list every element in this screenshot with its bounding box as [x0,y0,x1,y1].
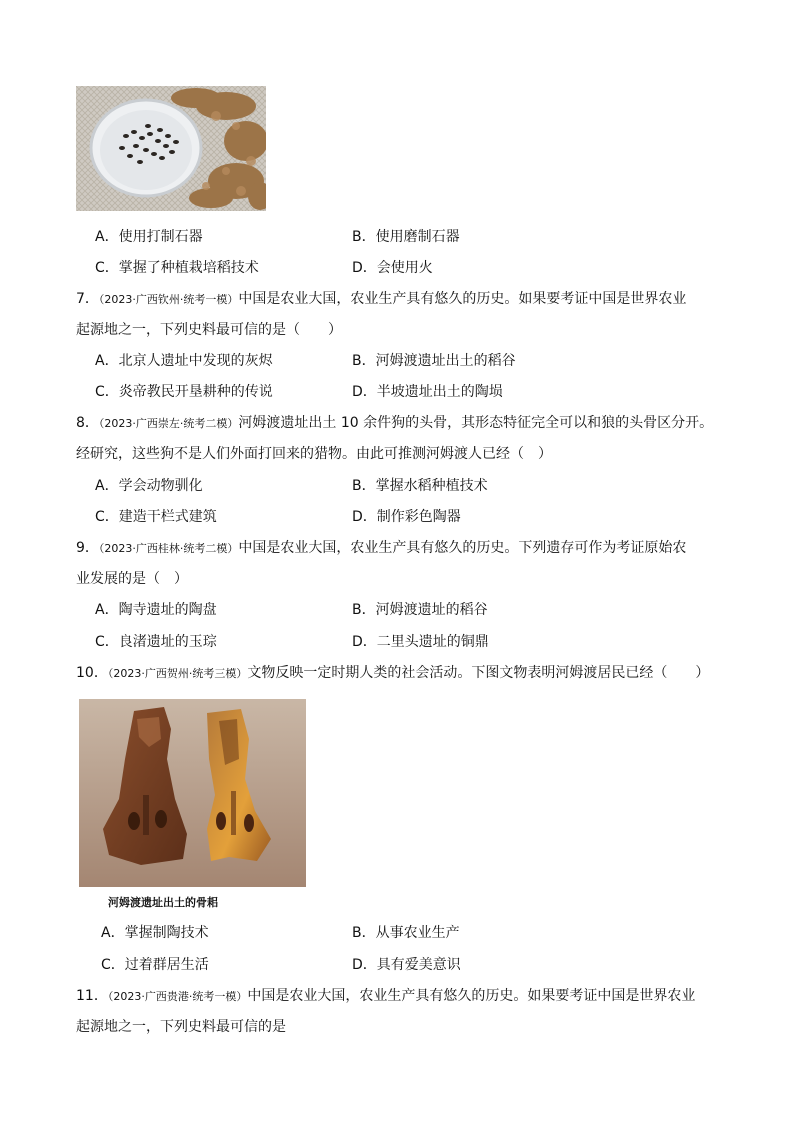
q10-source: （2023·广西贺州·统考三模） [107,667,248,680]
q8-option-a: A．学会动物驯化 [95,478,203,494]
q8-stem-line2: 经研究，这些狗不是人们外面打回来的猎物。由此可推测河姆渡人已经（ ） [76,446,552,462]
q8-option-d: D．制作彩色陶器 [352,509,461,525]
q11-text: 中国是农业大国，农业生产具有悠久的历史。如果要考证中国是世界农业 [247,988,696,1004]
q9-option-c: C．良渚遗址的玉琮 [95,634,217,650]
q6-option-a: A．使用打制石器 [95,229,203,245]
q7-option-c: C．炎帝教民开垦耕种的传说 [95,384,273,400]
q11-source: （2023·广西贵港·统考一模） [107,990,248,1003]
rice-grains-photo [76,86,266,211]
q9-stem-line2: 业发展的是（ ） [76,571,188,587]
q7-stem-line2: 起源地之一，下列史料最可信的是（ ） [76,322,342,338]
q7-number: 7． [76,291,99,307]
q6-option-c: C．掌握了种植栽培稻技术 [95,260,259,276]
q8-source: （2023·广西崇左·统考二模） [98,417,239,430]
q7-option-a: A．北京人遗址中发现的灰烬 [95,353,273,369]
q10-option-b: B．从事农业生产 [352,925,460,941]
q8-option-b: B．掌握水稻种植技术 [352,478,488,494]
q7-option-d: D．半坡遗址出土的陶埙 [352,384,503,400]
q9-stem-line1 [76,538,686,559]
bone-spade-photo [79,699,306,887]
q6-option-d: D．会使用火 [352,260,433,276]
q10-option-d: D．具有爱美意识 [352,957,461,973]
q6-option-b: B．使用磨制石器 [352,229,460,245]
q9-text: 中国是农业大国，农业生产具有悠久的历史。下列遗存可作为考证原始农 [238,540,687,556]
q10-option-a: A．掌握制陶技术 [101,925,209,941]
q7-stem-line1 [76,289,686,310]
q11-number: 11． [76,988,108,1004]
q8-option-c: C．建造干栏式建筑 [95,509,217,525]
q10-stem-line1 [76,663,709,684]
q8-stem-line1 [76,413,713,434]
q9-source: （2023·广西桂林·统考二模） [98,542,239,555]
q9-option-b: B．河姆渡遗址的稻谷 [352,602,488,618]
q7-source: （2023·广西钦州·统考一模） [98,293,239,306]
q10-text: 文物反映一定时期人类的社会活动。下图文物表明河姆渡居民已经（ ） [247,665,710,681]
q8-text: 河姆渡遗址出土 10 余件狗的头骨，其形态特征完全可以和狼的头骨区分开。 [238,415,714,431]
q9-option-a: A．陶寺遗址的陶盘 [95,602,217,618]
q11-stem-line2: 起源地之一，下列史料最可信的是 [76,1019,286,1035]
q11-stem-line1 [76,986,695,1007]
q8-number: 8． [76,415,99,431]
q10-number: 10． [76,665,108,681]
q9-option-d: D．二里头遗址的铜鼎 [352,634,489,650]
q10-option-c: C．过着群居生活 [101,957,209,973]
q9-number: 9． [76,540,99,556]
q7-option-b: B．河姆渡遗址出土的稻谷 [352,353,516,369]
q7-text: 中国是农业大国，农业生产具有悠久的历史。如果要考证中国是世界农业 [238,291,687,307]
bone-spade-caption: 河姆渡遗址出土的骨耜 [108,896,218,909]
